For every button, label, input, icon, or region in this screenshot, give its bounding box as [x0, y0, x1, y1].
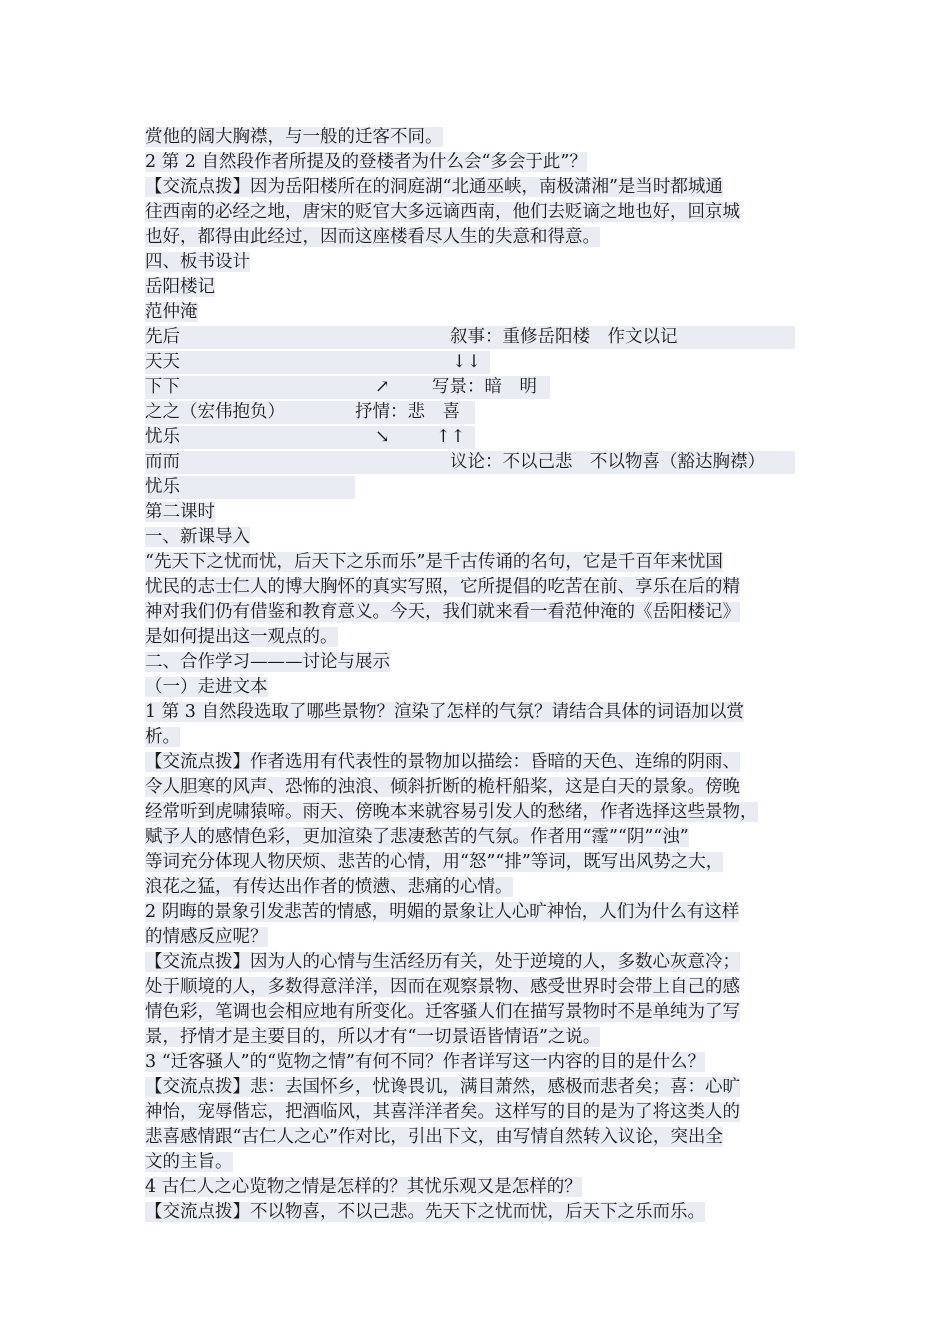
- answer-line: 【交流点拨】因为人的心情与生活经历有关，处于逆境的人，多数心灰意冷；: [145, 952, 740, 972]
- board-left-6: 而而: [145, 452, 180, 472]
- subsection-heading: （一）走进文本: [145, 677, 268, 697]
- answer-line: 【交流点拨】因为岳阳楼所在的洞庭湖“北通巫峡，南极潇湘”是当时都城通: [145, 177, 723, 197]
- answer-line: 悲喜感情跟“古仁人之心”作对比，引出下文，由写情自然转入议论，突出全: [145, 1127, 723, 1147]
- answer-line: 也好，都得由此经过，因而这座楼看尽人生的失意和得意。: [145, 227, 600, 247]
- question-line: 3 “迁客骚人”的“览物之情”有何不同？作者详写这一内容的目的是什么？: [145, 1052, 705, 1072]
- answer-line: 情色彩，笔调也会相应地有所变化。迁客骚人们在描写景物时不是单纯为了写: [145, 1002, 740, 1022]
- board-left-1: 先后: [145, 327, 180, 347]
- answer-line: 赋予人的感情色彩，更加渲染了悲凄愁苦的气氛。作者用“霪”“阴”“浊”: [145, 827, 689, 847]
- section-heading: 一、新课导入: [145, 527, 250, 547]
- answer-line: 等词充分体现人物厌烦、悲苦的心情，用“怒”“排”等词，既写出风势之大，: [145, 852, 724, 872]
- text-line: 是如何提出这一观点的。: [145, 627, 338, 647]
- board-scenery: 写景：暗 明: [432, 377, 537, 397]
- arrow-up-right: ↗: [375, 377, 390, 397]
- answer-line: 往西南的必经之地，唐宋的贬官大多远谪西南，他们去贬谪之地也好，回京城: [145, 202, 740, 222]
- board-left-5: 忧乐: [145, 427, 180, 447]
- board-narrative: 叙事：重修岳阳楼 作文以记: [450, 327, 678, 347]
- text-line: 神对我们仍有借鉴和教育意义。今天，我们就来看一看范仲淹的《岳阳楼记》: [145, 602, 740, 622]
- up-arrows: ↑↑: [436, 427, 466, 447]
- text-line: 赏他的阔大胸襟，与一般的迁客不同。: [145, 127, 443, 147]
- board-lyric: 抒情：悲 喜: [355, 402, 460, 422]
- board-left-3: 下下: [145, 377, 180, 397]
- answer-line: 浪花之猛，有传达出作者的愤懑、悲痛的心情。: [145, 877, 513, 897]
- board-row-bg: [145, 426, 475, 449]
- board-left-2: 天天: [145, 352, 180, 372]
- answer-line: 处于顺境的人，多数得意洋洋，因而在观察景物、感受世界时会带上自己的感: [145, 977, 740, 997]
- board-author: 范仲淹: [145, 302, 198, 322]
- question-line: 2 第 2 自然段作者所提及的登楼者为什么会“多会于此”？: [145, 152, 587, 172]
- question-line: 1 第 3 自然段选取了哪些景物？渲染了怎样的气氛？请结合具体的词语加以赏: [145, 702, 744, 722]
- answer-line: 【交流点拨】不以物喜，不以己悲。先天下之忧而忧，后天下之乐而乐。: [145, 1202, 705, 1222]
- board-title: 岳阳楼记: [145, 277, 215, 297]
- board-argument: 议论：不以己悲 不以物喜（豁达胸襟）: [450, 452, 765, 472]
- board-left-4: 之之（宏伟抱负）: [145, 402, 285, 422]
- question-line: 析。: [145, 727, 180, 747]
- question-line: 的情感反应呢？: [145, 927, 268, 947]
- answer-line: 【交流点拨】悲：去国怀乡，忧谗畏讥，满目萧然，感极而悲者矣；喜：心旷: [145, 1077, 740, 1097]
- answer-line: 【交流点拨】作者选用有代表性的景物加以描绘：昏暗的天色、连绵的阴雨、: [145, 752, 740, 772]
- section-heading: 二、合作学习———讨论与展示: [145, 652, 390, 672]
- arrow-down-right: ↘: [375, 427, 390, 447]
- section-heading: 四、板书设计: [145, 252, 250, 272]
- lesson-heading: 第二课时: [145, 502, 215, 522]
- board-row-bg: [145, 351, 490, 374]
- down-arrows: ↓↓: [452, 352, 482, 372]
- text-line: “先天下之忧而忧，后天下之乐而乐”是千古传诵的名句，它是千百年来忧国: [145, 552, 723, 572]
- answer-line: 令人胆寒的风声、恐怖的浊浪、倾斜折断的桅杆船桨，这是白天的景象。傍晚: [145, 777, 740, 797]
- answer-line: 文的主旨。: [145, 1152, 233, 1172]
- answer-line: 神怡，宠辱偕忘，把酒临风，其喜洋洋者矣。这样写的目的是为了将这类人的: [145, 1102, 740, 1122]
- answer-line: 经常听到虎啸猿啼。雨天、傍晚本来就容易引发人的愁绪，作者选择这些景物，: [145, 802, 758, 822]
- board-left-7: 忧乐: [145, 477, 180, 497]
- text-line: 忧民的志士仁人的博大胸怀的真实写照，它所提倡的吃苦在前、享乐在后的精: [145, 577, 740, 597]
- question-line: 2 阴晦的景象引发悲苦的情感，明媚的景象让人心旷神怡，人们为什么有这样: [145, 902, 740, 922]
- answer-line: 景，抒情才是主要目的，所以才有“一切景语皆情语”之说。: [145, 1027, 601, 1047]
- question-line: 4 古仁人之心览物之情是怎样的？其忧乐观又是怎样的？: [145, 1177, 582, 1197]
